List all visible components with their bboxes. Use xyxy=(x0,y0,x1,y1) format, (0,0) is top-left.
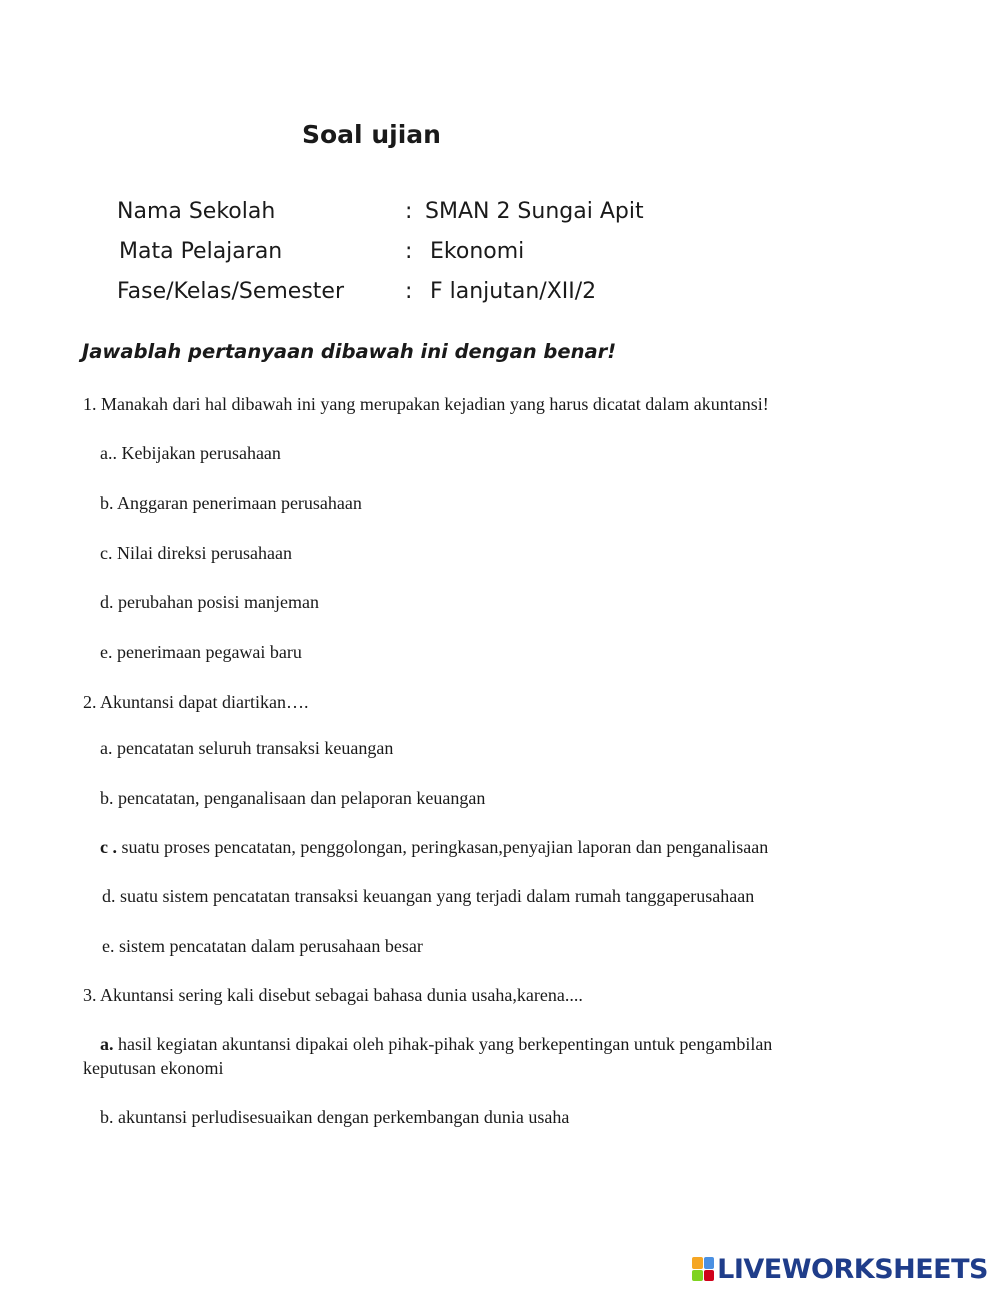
info-label-phase: Fase/Kelas/Semester xyxy=(117,279,344,304)
option-marker: b. xyxy=(100,493,114,513)
option-text: Nilai direksi perusahaan xyxy=(117,543,292,563)
option-marker: e. xyxy=(102,936,115,956)
question-1-option-a[interactable] xyxy=(100,443,281,464)
option-marker: d. xyxy=(100,592,114,612)
question-1-option-d[interactable] xyxy=(100,592,319,613)
option-marker: c . xyxy=(100,837,117,857)
option-text: akuntansi perludisesuaikan dengan perkembangan dunia usaha xyxy=(118,1107,570,1127)
option-text: Anggaran penerimaan perusahaan xyxy=(117,493,362,513)
question-1-option-b[interactable] xyxy=(100,493,362,514)
option-marker: d. xyxy=(102,886,116,906)
question-2-option-e[interactable] xyxy=(102,936,423,957)
question-1: 1. Manakah dari hal dibawah ini yang merupakan kejadian yang harus dicatat dalam akuntansi! xyxy=(83,394,769,414)
option-marker: a. xyxy=(100,738,113,758)
option-text: pencatatan, penganalisaan dan pelaporan keuangan xyxy=(118,788,486,808)
info-label-subject: Mata Pelajaran xyxy=(119,239,283,264)
info-colon-phase: : xyxy=(405,279,413,304)
option-text: sistem pencatatan dalam perusahaan besar xyxy=(119,936,423,956)
option-text: pencatatan seluruh transaksi keuangan xyxy=(117,738,394,758)
info-colon-school: : xyxy=(405,199,413,224)
option-text: suatu proses pencatatan, penggolongan, peringkasan,penyajian laporan dan penganalisaan xyxy=(121,837,769,857)
option-text: suatu sistem pencatatan transaksi keuangan yang terjadi dalam rumah tanggaperusahaan xyxy=(120,886,755,906)
question-2-option-c[interactable] xyxy=(100,837,768,858)
info-value-phase: F lanjutan/XII/2 xyxy=(430,279,597,304)
instruction: Jawablah pertanyaan dibawah ini dengan benar! xyxy=(82,340,617,363)
question-3-option-a[interactable] xyxy=(100,1034,772,1055)
option-marker: b. xyxy=(100,1107,114,1127)
info-colon-subject: : xyxy=(405,239,413,264)
question-3-option-b[interactable] xyxy=(100,1107,569,1128)
question-2: 2. Akuntansi dapat diartikan…. xyxy=(83,692,309,712)
question-3-option-a-continuation: keputusan ekonomi xyxy=(83,1058,224,1078)
question-2-option-d[interactable] xyxy=(102,886,754,907)
option-text: penerimaan pegawai baru xyxy=(117,642,302,662)
info-value-subject: Ekonomi xyxy=(430,239,525,264)
logo-text: LIVEWORKSHEETS xyxy=(717,1253,988,1285)
question-1-option-c[interactable] xyxy=(100,543,292,564)
option-marker: a. xyxy=(100,1034,114,1054)
question-2-option-b[interactable] xyxy=(100,788,485,809)
option-marker: b. xyxy=(100,788,114,808)
question-3: 3. Akuntansi sering kali disebut sebagai bahasa dunia usaha,karena.... xyxy=(83,985,583,1005)
option-marker: e. xyxy=(100,642,113,662)
page-title: Soal ujian xyxy=(302,120,441,149)
option-marker: c. xyxy=(100,543,113,563)
liveworksheets-logo[interactable] xyxy=(692,1252,988,1286)
info-value-school: SMAN 2 Sungai Apit xyxy=(425,199,644,224)
question-1-option-e[interactable] xyxy=(100,642,302,663)
question-2-option-a[interactable] xyxy=(100,738,393,759)
option-text: hasil kegiatan akuntansi dipakai oleh pihak-pihak yang berkepentingan untuk pengambilan xyxy=(118,1034,773,1054)
liveworksheets-logo-icon xyxy=(692,1257,714,1281)
info-label-school: Nama Sekolah xyxy=(117,199,276,224)
option-text: perubahan posisi manjeman xyxy=(118,592,319,612)
option-marker: a.. xyxy=(100,443,117,463)
option-text: Kebijakan perusahaan xyxy=(121,443,281,463)
